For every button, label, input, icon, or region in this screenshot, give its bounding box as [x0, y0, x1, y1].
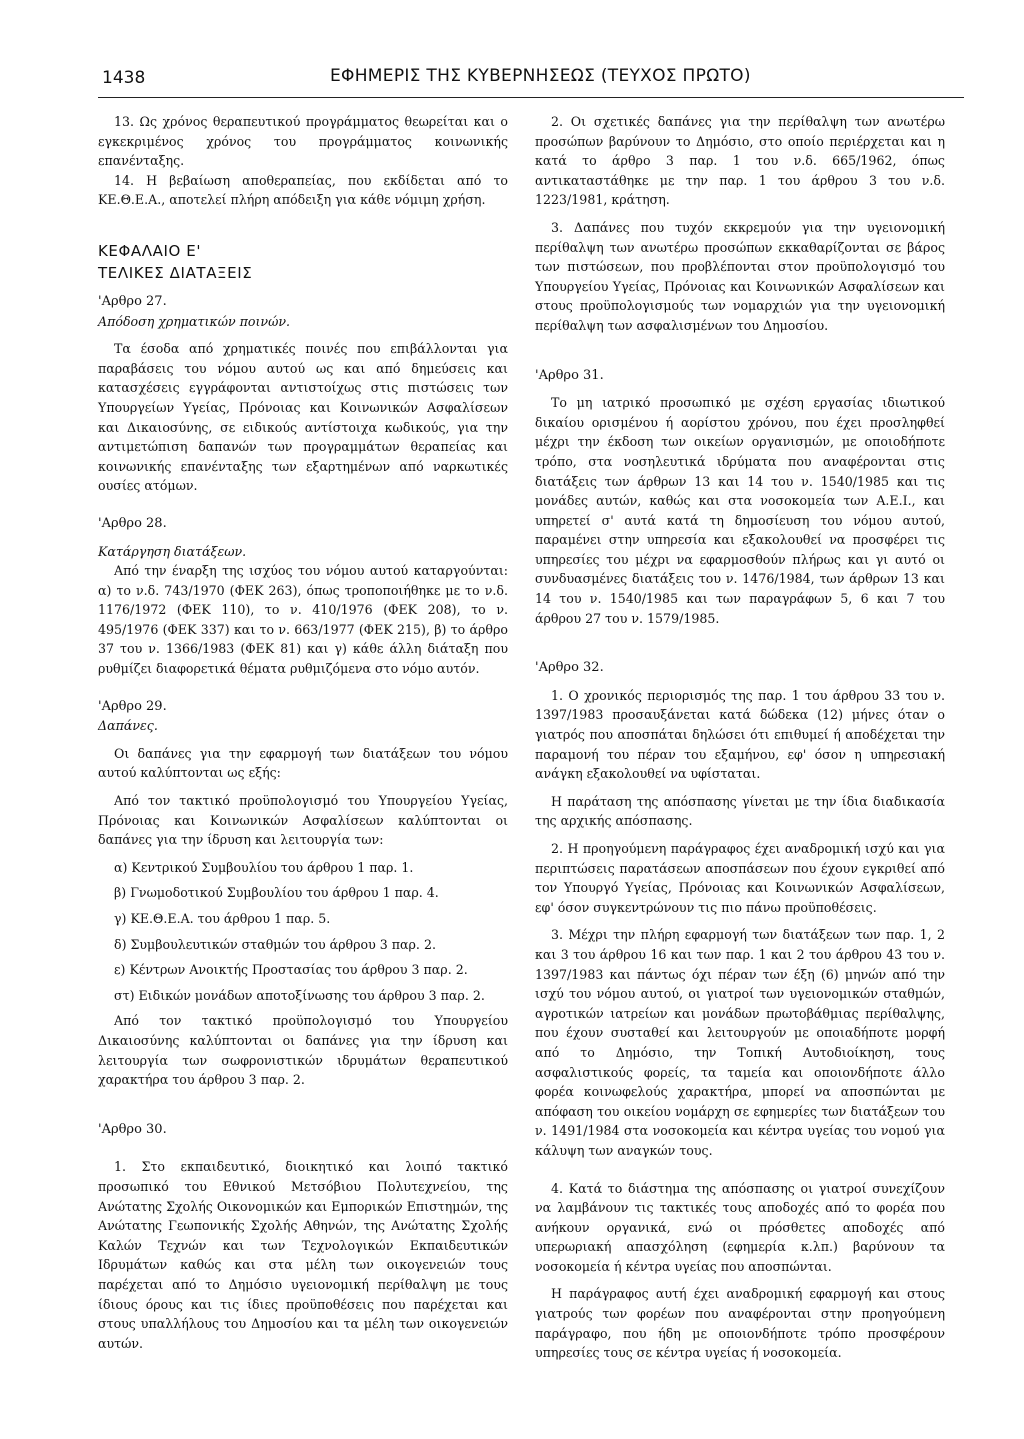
page-number: 1438 [102, 68, 146, 88]
article-27-heading: 'Αρθρο 27. [98, 293, 167, 309]
article-32-paragraph-5: Η παράγραφος αυτή έχει αναδρομική εφαρμογή και στους γιατρούς των φορέων που αναφέρονται στην προηγούμενη παράγραφο, που ήδη με οποιονδήποτε τρόπο προσφέρουν υπηρεσίες τους σε κέντρα υγείας ή νοσοκομεία. [535, 1286, 945, 1361]
article-30-paragraph-3: 3. Δαπάνες που τυχόν εκκρεμούν για την υγειονομική περίθαλψη των ανωτέρω προσώπων εκκαθαρίζονται σε βάρος των πιστώσεων, που προβλέπονται στον προϋπολογισμό του Υπουργείου Υγείας, Πρόνοιας και Κοινωνικών Ασφαλίσεων και στους προϋπολογισμούς των νομαρχιών για την υγειονομική περίθαλψη των ασφαλισμένων του Δημοσίου. [535, 219, 945, 333]
header-rule [98, 97, 964, 98]
article-28-title: Κατάργηση διατάξεων. [98, 543, 247, 559]
article-32-paragraph-3: 3. Μέχρι την πλήρη εφαρμογή των διατάξεων των παρ. 1, 2 και 3 του άρθρου 16 και των παρ. 1 και 2 του άρθρου 43 του ν. 1397/1983 και πάντως όχι πέραν των έξη (6) μηνών από την ισχύ του νόμου αυτού, οι γιατροί των υγειονομικών σταθμών, αγροτικών ιατρείων και μονάδων πρωτοβάθμιας περίθαλψης, που έχουν συσταθεί και λειτουργούν με οποιαδήποτε μορφή από το Δημόσιο, την Τοπική Αυτοδιοίκηση, τους ασφαλιστικούς φορείς, τα ταμεία και οποιονδήποτε άλλο φορέα κοινωφελούς χαρακτήρα, μπορεί να αποσπώνται με απόφαση του οικείου νομάρχη σε εφημερίες των διατάξεων του ν. 1491/1984 στα νοσοκομεία και κέντρα υγείας του νομού για κάλυψη των αναγκών τους. [535, 927, 945, 1158]
article-32-paragraph-1: 1. Ο χρονικός περιορισμός της παρ. 1 του άρθρου 33 του ν. 1397/1983 προσαυξάνεται κατά δώδεκα (12) μήνες όταν ο γιατρός που αποσπάται δηλώσει ότι επιθυμεί ή αποδέχεται την παραμονή του πέραν του εξαμήνου, εφ' όσον η υπηρεσιακή ανάγκη εξακολουθεί να υφίσταται. [535, 687, 945, 782]
paragraph-13: 13. Ως χρόνος θεραπευτικού προγράμματος θεωρείται και ο εγκεκριμένος χρόνος του προγράμματος κοινωνικής επανένταξης. [98, 114, 508, 169]
chapter-title: ΤΕΛΙΚΕΣ ΔΙΑΤΑΞΕΙΣ [98, 263, 253, 282]
article-30-paragraph-1: 1. Στο εκπαιδευτικό, διοικητικό και λοιπό τακτικό προσωπικό του Εθνικού Μετσόβιου Πολυτεχνείου, της Ανώτατης Σχολής Οικονομικών και Εμπορικών Επιστημών, της Ανώτατης Γεωπονικής Σχολής Αθηνών, της Ανώτατης Σχολής Καλών Τεχνών και των Τεχνολογικών Εκπαιδευτικών Ιδρυμάτων καθώς και στα μέλη των οικογενειών τους παρέχεται από το Δημόσιο υγειονομική περίθαλψη με τους ίδιους όρους και τις ίδιες προϋποθέσεις που παρέχεται και στους υπαλλήλους του Δημοσίου και τα μέλη των οικογενειών αυτών. [98, 1159, 508, 1351]
article-29-justice-budget: Από τον τακτικό προϋπολογισμό του Υπουργείου Δικαιοσύνης καλύπτονται οι δαπάνες για την ίδρυση και λειτουργία των σωφρονιστικών ιδρυμάτων θεραπευτικού χαρακτήρα του άρθρου 3 παρ. 2. [98, 1013, 508, 1088]
article-32-paragraph-4: 4. Κατά το διάστημα της απόσπασης οι γιατροί συνεχίζουν να λαμβάνουν τις τακτικές τους αποδοχές από το φορέα που ανήκουν οργανικά, ενώ οι πρόσθετες αποδοχές από υπερωριακή απασχόληση (εφημερία κ.λπ.) βαρύνουν τα νοσοκομεία ή κέντρα υγείας που αποσπώνται. [535, 1180, 945, 1274]
article-28-heading: 'Αρθρο 28. [98, 515, 167, 531]
article-29-heading: 'Αρθρο 29. [98, 698, 167, 714]
article-32-paragraph-2: 2. Η προηγούμενη παράγραφος έχει αναδρομική ισχύ και για περιπτώσεις παρατάσεων αποσπάσεων που έχουν εγκριθεί από τον Υπουργό Υγείας, Πρόνοιας και Κοινωνικών Ασφαλίσεων, εφ' όσον συγκεντρώνουν τις πιο πάνω προϋποθέσεις. [535, 841, 945, 915]
article-32-paragraph-1b: Η παράταση της απόσπασης γίνεται με την ίδια διαδικασία της αρχικής απόσπασης. [535, 793, 945, 829]
article-27-title: Απόδοση χρηματικών ποινών. [98, 313, 291, 329]
article-30-heading: 'Αρθρο 30. [98, 1121, 167, 1137]
article-31-text: Το μη ιατρικό προσωπικό με σχέση εργασίας ιδιωτικού δικαίου ορισμένου ή αορίστου χρόνου, που έχει προσληφθεί μέχρι την έκδοση των οικείων οργανισμών, με οποιοδήποτε τρόπο, στα νοσηλευτικά ιδρύματα που αναφέρονται στις διατάξεις των άρθρων 13 και 14 του ν. 1540/1985 και τις μονάδες αυτών, καθώς και στα νοσοκομεία των Α.Ε.Ι., και υπηρετεί σ' αυτά κατά τη δημοσίευση του νόμου αυτού, παραμένει στην υπηρεσία και εξακολουθεί να προσφέρει τις υπηρεσίες του μέχρι να εφαρμοσθούν πλήρως και γι αυτό οι συνδυασμένες διατάξεις του ν. 1476/1984, των άρθρων 13 και 14 του ν. 1540/1985 και των παραγράφων 5, 6 και 7 του άρθρου 27 του ν. 1579/1985. [535, 395, 945, 626]
page-header [100, 62, 960, 92]
article-29-intro: Οι δαπάνες για την εφαρμογή των διατάξεων του νόμου αυτού καλύπτονται ως εξής: [98, 745, 508, 781]
article-28-text: Από την έναρξη της ισχύος του νόμου αυτού καταργούνται: α) το ν.δ. 743/1970 (ΦΕΚ 263), όπως τροποποιήθηκε με το ν.δ. 1176/1972 (ΦΕΚ 110), το ν. 410/1976 (ΦΕΚ 208), το ν. 495/1976 (ΦΕΚ 337) και το ν. 663/1977 (ΦΕΚ 215), β) το άρθρο 37 του ν. 1366/1983 (ΦΕΚ 81) και γ) κάθε άλλη διάταξη που ρυθμίζει διαφορετικά θέματα ρυθμιζόμενα στο νόμο αυτόν. [98, 563, 508, 677]
article-31-heading: 'Αρθρο 31. [535, 367, 604, 383]
chapter-heading: ΚΕΦΑΛΑΙΟ Ε' [98, 241, 202, 260]
gazette-title: ΕΦΗΜΕΡΙΣ ΤΗΣ ΚΥΒΕΡΝΗΣΕΩΣ (ΤΕΥΧΟΣ ΠΡΩΤΟ) [330, 66, 751, 86]
list-item: στ) Ειδικών μονάδων αποτοξίνωσης του άρθρου 3 παρ. 2. [114, 987, 485, 1003]
expense-list [98, 858, 508, 1006]
article-27-text: Τα έσοδα από χρηματικές ποινές που επιβάλλονται για παραβάσεις του νόμου αυτού ως και από δημεύσεις και κατασχέσεις εγγράφονται αντιστοίχως στις πιστώσεις των Υπουργείων Υγείας, Πρόνοιας και Κοινωνικών Ασφαλίσεων και Δικαιοσύνης, σε ειδικούς αντίστοιχα κωδικούς, για την αντιμετώπιση δαπανών των προγραμμάτων θεραπείας και κοινωνικής επανένταξης των εξαρτημένων από ναρκωτικές ουσίες ατόμων. [98, 341, 508, 494]
list-item: ε) Κέντρων Ανοικτής Προστασίας του άρθρου 3 παρ. 2. [114, 962, 468, 978]
list-item: γ) ΚΕ.Θ.Ε.Α. του άρθρου 1 παρ. 5. [114, 911, 331, 926]
paragraph-14: 14. Η βεβαίωση αποθεραπείας, που εκδίδεται από το ΚΕ.Θ.Ε.Α., αποτελεί πλήρη απόδειξη για κάθε νόμιμη χρήση. [98, 172, 508, 208]
list-item: δ) Συμβουλευτικών σταθμών του άρθρου 3 παρ. 2. [114, 936, 436, 952]
article-30-paragraph-2: 2. Οι σχετικές δαπάνες για την περίθαλψη των ανωτέρω προσώπων βαρύνουν το Δημόσιο, στο οποίο περιέρχεται και η κατά το άρθρο 3 παρ. 1 του ν.δ. 665/1962, όπως αντικαταστάθηκε με την παρ. 1 του άρθρου 3 του ν.δ. 1223/1981, κράτηση. [535, 114, 945, 208]
list-item: β) Γνωμοδοτικού Συμβουλίου του άρθρου 1 παρ. 4. [114, 885, 439, 901]
list-item: α) Κεντρικού Συμβουλίου του άρθρου 1 παρ. 1. [114, 859, 414, 875]
right-column [535, 112, 945, 1363]
article-32-heading: 'Αρθρο 32. [535, 660, 604, 676]
article-29-health-budget: Από τον τακτικό προϋπολογισμό του Υπουργείου Υγείας, Πρόνοιας και Κοινωνικών Ασφαλίσεων καλύπτονται οι δαπάνες για την ίδρυση και λειτουργία των: [98, 793, 508, 848]
left-column [98, 112, 508, 1353]
article-29-title: Δαπάνες. [98, 718, 158, 734]
